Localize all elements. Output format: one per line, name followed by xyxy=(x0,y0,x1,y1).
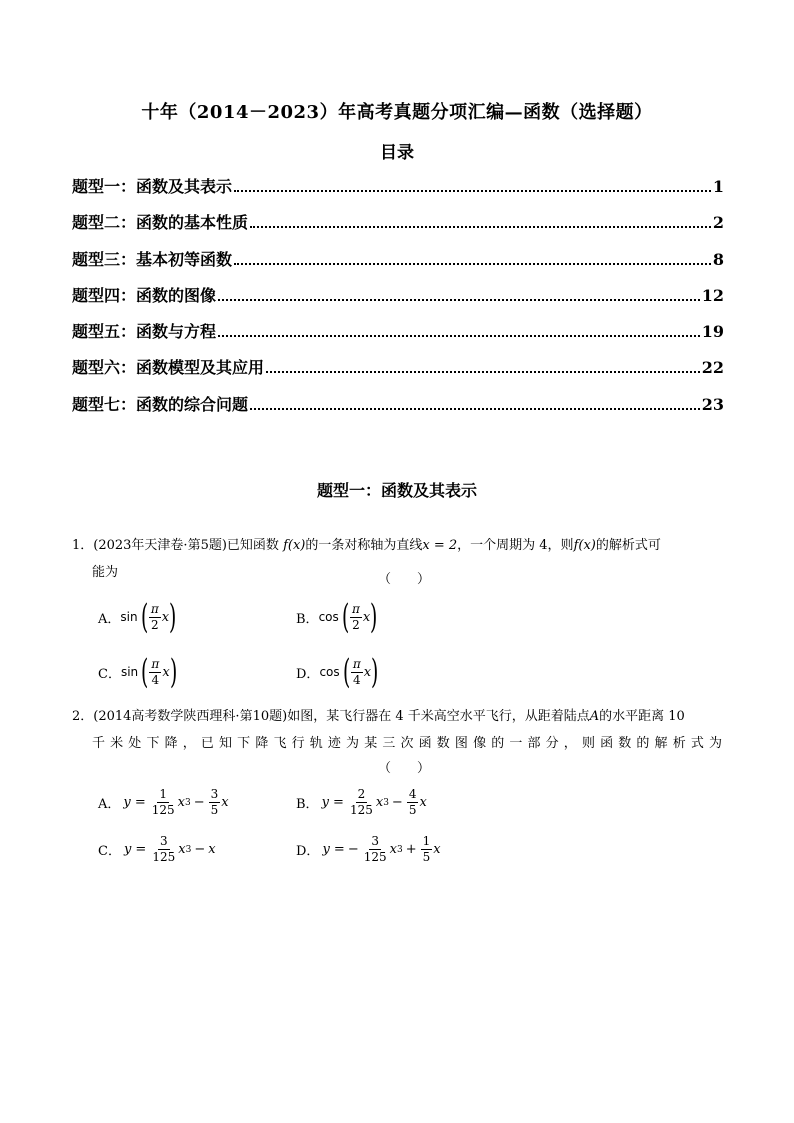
option-d[interactable] xyxy=(296,652,379,692)
toc-entry-page: 2 xyxy=(712,213,724,233)
option-letter: A． xyxy=(98,611,121,627)
fraction-numerator: π xyxy=(150,601,159,616)
toc-entry[interactable] xyxy=(72,174,724,210)
option-letter: C． xyxy=(98,844,121,859)
fraction-numerator: 3 xyxy=(159,834,168,848)
fraction-numerator: π xyxy=(151,656,160,671)
fraction-denominator: 125 xyxy=(152,850,176,864)
fraction xyxy=(348,787,375,818)
toc-entry-label: 题型七：函数的综合问题 xyxy=(72,394,249,414)
toc-leader-dots xyxy=(218,335,700,337)
fraction-numerator: 1 xyxy=(422,834,431,848)
math-point: A xyxy=(589,709,600,724)
math-variable: x xyxy=(208,842,216,857)
toc-entry-label: 题型六：函数模型及其应用 xyxy=(72,358,265,378)
toc-entry[interactable] xyxy=(72,247,724,283)
math-fx: f(x) xyxy=(283,538,306,553)
math-variable: x xyxy=(178,842,186,857)
math-operator: − xyxy=(391,795,403,810)
option-letter: C． xyxy=(98,666,121,682)
math-function: cos xyxy=(318,610,339,624)
option-letter: B． xyxy=(296,611,319,627)
option-c[interactable] xyxy=(98,652,177,692)
option-a[interactable] xyxy=(98,787,229,818)
toc-leader-dots xyxy=(266,371,700,373)
paren-left: ( xyxy=(140,597,148,637)
fraction-denominator: 2 xyxy=(352,617,360,632)
math-variable: x xyxy=(375,795,384,810)
toc-entry[interactable] xyxy=(72,210,724,246)
paren-right: ) xyxy=(169,597,177,637)
toc-entry[interactable] xyxy=(72,283,724,319)
math-variable: x xyxy=(389,842,397,857)
math-fx: f(x) xyxy=(573,538,596,553)
math-variable: x xyxy=(433,842,441,857)
math-function: sin xyxy=(120,610,138,624)
paren-left: ( xyxy=(341,597,350,637)
toc-entry-label: 题型二：函数的基本性质 xyxy=(72,213,249,233)
question-number: 1． xyxy=(72,538,94,553)
math-variable: x xyxy=(221,795,229,810)
paren-right: ) xyxy=(370,597,378,637)
toc-leader-dots xyxy=(234,263,711,265)
toc-entry-page: 19 xyxy=(701,322,724,342)
paren-left: ( xyxy=(141,652,149,692)
math-variable: x xyxy=(419,795,427,810)
math-variable: x xyxy=(362,609,371,625)
math-operator: − xyxy=(193,795,205,810)
math-exponent: 3 xyxy=(185,797,191,808)
fraction xyxy=(149,602,161,633)
question-text: 千米处下降，已知下降飞行轨迹为某三次函数图像的一部分，则函数的解析式为 xyxy=(92,736,722,751)
option-letter: D． xyxy=(296,666,320,682)
toc-leader-dots xyxy=(218,299,700,301)
toc-entry[interactable] xyxy=(72,392,724,428)
toc-entry-page: 23 xyxy=(701,394,724,414)
fraction xyxy=(407,787,419,818)
math-variable: x xyxy=(363,664,372,680)
table-of-contents xyxy=(72,174,724,428)
question-number: 2． xyxy=(72,709,94,724)
question-text: ，一个周期为 4，则 xyxy=(457,538,574,553)
section-heading: 题型一：函数及其表示 xyxy=(316,481,477,500)
math-equation: x = 2 xyxy=(422,538,458,553)
fraction-numerator: π xyxy=(352,656,361,671)
fraction-denominator: 125 xyxy=(151,803,175,817)
fraction-denominator: 2 xyxy=(150,617,159,632)
toc-entry-label: 题型四：函数的图像 xyxy=(72,285,217,305)
math-operator: + xyxy=(405,842,417,857)
fraction-denominator: 5 xyxy=(210,803,219,817)
math-operator: − xyxy=(347,842,359,857)
fraction-numerator: 2 xyxy=(357,787,366,801)
question-text: 如图，某飞行器在 4 千米高空水平飞行，从距着陆点 xyxy=(287,709,590,724)
answer-blank: （ ） xyxy=(378,572,431,587)
toc-entry-label: 题型五：函数与方程 xyxy=(72,322,217,342)
math-variable: x xyxy=(162,664,170,680)
math-function: cos xyxy=(319,665,340,679)
option-letter: B． xyxy=(296,797,319,812)
fraction-denominator: 5 xyxy=(422,850,431,864)
math-operator: − xyxy=(194,842,206,857)
option-letter: D． xyxy=(296,844,320,859)
option-b[interactable] xyxy=(296,787,427,818)
fraction xyxy=(149,657,161,688)
fraction xyxy=(350,602,362,633)
toc-entry-page: 22 xyxy=(701,358,724,378)
question-text: 已知函数 xyxy=(226,538,279,553)
option-letter: A． xyxy=(98,797,121,812)
math-lhs: y = xyxy=(321,795,344,810)
fraction xyxy=(351,657,363,688)
math-lhs: y = xyxy=(123,795,146,810)
fraction xyxy=(421,834,433,865)
math-lhs: y = xyxy=(123,842,147,857)
fraction-denominator: 125 xyxy=(349,803,373,817)
toc-entry-page: 8 xyxy=(712,249,724,269)
math-exponent: 3 xyxy=(396,844,403,855)
option-d[interactable] xyxy=(296,834,441,865)
toc-entry-page: 1 xyxy=(712,177,724,196)
toc-entry-page: 12 xyxy=(701,285,724,305)
question-text: 的一条对称轴为直线 xyxy=(305,538,423,553)
fraction-numerator: 1 xyxy=(159,787,168,801)
option-a[interactable] xyxy=(98,597,177,637)
fraction-denominator: 125 xyxy=(363,850,387,864)
question-text: 的水平距离 10 xyxy=(599,709,685,724)
question-source: (2014高考数学陕西理科·第10题) xyxy=(93,709,288,724)
toc-entry[interactable] xyxy=(72,355,724,391)
fraction-numerator: 4 xyxy=(408,787,417,801)
paren-right: ) xyxy=(371,652,379,692)
math-variable: x xyxy=(177,795,186,810)
fraction-numerator: π xyxy=(352,601,360,616)
toc-entry-label: 题型一：函数及其表示 xyxy=(72,177,233,196)
fraction-denominator: 5 xyxy=(408,803,417,817)
toc-entry[interactable] xyxy=(72,319,724,355)
question-text: 的解析式可 xyxy=(595,538,661,553)
fraction xyxy=(362,834,389,865)
fraction xyxy=(209,787,221,818)
question-text: 能为 xyxy=(92,565,119,580)
fraction-denominator: 4 xyxy=(151,672,160,687)
toc-heading: 目录 xyxy=(380,143,414,163)
answer-blank: （ ） xyxy=(378,761,431,776)
fraction-denominator: 4 xyxy=(353,672,361,687)
option-b[interactable] xyxy=(296,597,378,637)
toc-leader-dots xyxy=(234,190,711,192)
paren-left: ( xyxy=(342,652,350,692)
toc-leader-dots xyxy=(250,226,711,228)
math-lhs: y = xyxy=(322,842,345,857)
fraction-numerator: 3 xyxy=(210,787,219,801)
fraction-numerator: 3 xyxy=(371,834,379,848)
toc-entry-label: 题型三：基本初等函数 xyxy=(72,249,233,269)
math-variable: x xyxy=(161,609,170,625)
document-title: 十年（2014－2023）年高考真题分项汇编—函数（选择题） xyxy=(141,102,653,123)
fraction xyxy=(150,787,177,818)
paren-right: ) xyxy=(169,652,177,692)
math-exponent: 3 xyxy=(383,797,389,808)
math-function: sin xyxy=(120,665,139,679)
option-c[interactable] xyxy=(98,834,216,865)
question-2 xyxy=(72,703,722,757)
fraction xyxy=(150,834,177,865)
math-exponent: 3 xyxy=(185,844,192,855)
question-source: (2023年天津卷·第5题) xyxy=(93,538,227,553)
toc-leader-dots xyxy=(250,408,700,410)
